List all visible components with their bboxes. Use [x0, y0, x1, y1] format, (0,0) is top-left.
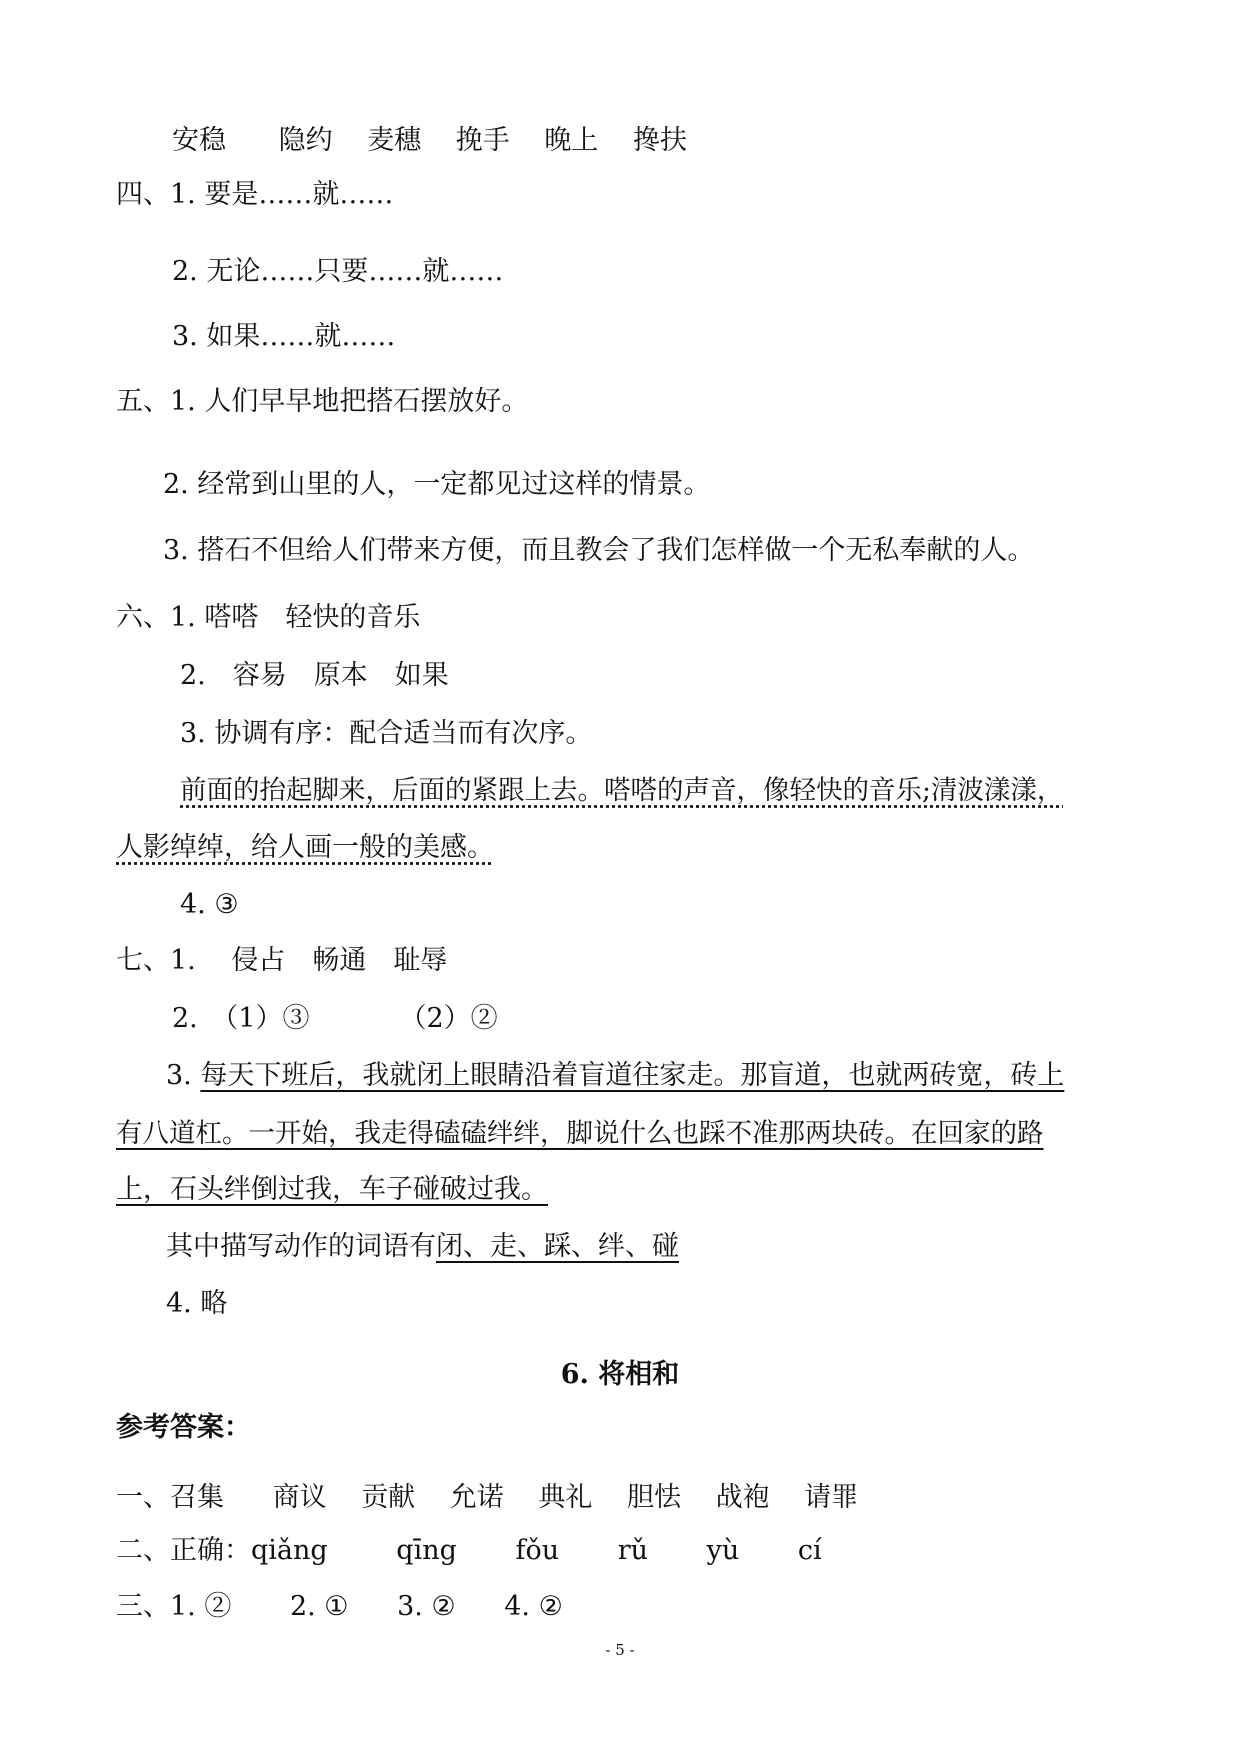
section7-item3-line2: 有八道杠。一开始，我走得磕磕绊绊，脚说什么也踩不准那两块砖。在回家的路 — [116, 1118, 1044, 1149]
answer-text: 1. 侵占 畅通 耻辱 — [170, 945, 448, 976]
word: 典礼 — [538, 1482, 593, 1513]
word: 晚上 — [544, 125, 599, 156]
answer-text: 1. 要是……就…… — [170, 179, 394, 210]
word: 贡献 — [361, 1482, 416, 1513]
word: 请罪 — [804, 1482, 859, 1513]
answer: 4. ② — [504, 1591, 563, 1622]
quote-text: 每天下班后，我就闭上眼睛沿着盲道往家走。那盲道，也就两砖宽，砖上 — [200, 1060, 1065, 1091]
section6-item3: 3. 协调有序：配合适当而有次序。 — [180, 718, 593, 749]
section-label: 四、 — [116, 179, 170, 210]
verbs-answer: 闭、走、踩、绊、碰 — [436, 1231, 679, 1262]
section4-item2: 2. 无论……只要……就…… — [172, 256, 504, 287]
lesson-title: 6. 将相和 — [560, 1359, 680, 1390]
section6-quote-line1: 前面的抬起脚来，后面的紧跟上去。嗒嗒的声音，像轻快的音乐;清波漾漾， — [180, 775, 1064, 806]
lesson6-section2 — [116, 1534, 822, 1568]
word: 麦穗 — [367, 125, 422, 156]
section7-item3-line1 — [166, 1059, 1064, 1093]
answer: 1. ② — [170, 1591, 232, 1622]
pinyin: fǒu — [515, 1535, 560, 1566]
section5-item2: 2. 经常到山里的人，一定都见过这样的情景。 — [163, 469, 711, 500]
pinyin: yù — [706, 1535, 740, 1566]
section5-item1 — [116, 385, 528, 419]
lesson6-section3 — [116, 1590, 563, 1624]
section6-quote-line2: 人影绰绰，给人画一般的美感。 — [116, 832, 494, 863]
section6-item1 — [116, 601, 420, 635]
word: 召集 — [170, 1482, 224, 1513]
word: 允诺 — [449, 1482, 504, 1513]
section-label: 二、正确： — [116, 1535, 251, 1566]
answer-text: 1. 人们早早地把搭石摆放好。 — [170, 386, 529, 417]
word: 隐约 — [278, 125, 333, 156]
answer: 3. ② — [397, 1591, 456, 1622]
pinyin: cí — [797, 1535, 822, 1566]
answer-text: 2. （1）③ — [172, 1003, 310, 1034]
page-number: - 5 - — [605, 1641, 635, 1659]
word: 战袍 — [715, 1482, 770, 1513]
word: 挽手 — [455, 125, 510, 156]
section-label: 七、 — [116, 945, 170, 976]
section6-item2: 2. 容易 原本 如果 — [180, 660, 449, 691]
section3-words — [172, 124, 687, 158]
section-label: 一、 — [116, 1482, 170, 1513]
word: 安稳 — [172, 125, 226, 156]
pinyin: qīng — [396, 1535, 457, 1566]
word: 胆怯 — [626, 1482, 681, 1513]
word: 商议 — [272, 1482, 327, 1513]
answers-heading: 参考答案： — [116, 1412, 251, 1443]
answer: 2. ① — [289, 1591, 349, 1622]
section-label: 六、 — [116, 602, 170, 633]
section6-item4: 4. ③ — [180, 889, 239, 920]
item-number: 3. — [166, 1060, 192, 1091]
verbs-prefix: 其中描写动作的词语有 — [166, 1231, 436, 1262]
word: 搀扶 — [632, 125, 687, 156]
section7-verbs — [166, 1230, 679, 1264]
section7-item3-line3: 上，石头绊倒过我，车子碰破过我。 — [116, 1174, 548, 1205]
section7-item2 — [172, 1002, 498, 1036]
section4-item3: 3. 如果……就…… — [172, 321, 396, 352]
pinyin: qiǎng — [251, 1535, 328, 1566]
section7-item4: 4. 略 — [166, 1288, 228, 1319]
section-label: 五、 — [116, 386, 170, 417]
section5-item3: 3. 搭石不但给人们带来方便，而且教会了我们怎样做一个无私奉献的人。 — [163, 535, 1035, 566]
answer-text: 1. 嗒嗒 轻快的音乐 — [170, 602, 421, 633]
answer-text: （2）② — [399, 1003, 498, 1034]
section7-item1 — [116, 944, 447, 978]
section4-item1 — [116, 178, 393, 212]
section-label: 三、 — [116, 1591, 170, 1622]
pinyin: rǔ — [617, 1535, 649, 1566]
lesson6-section1 — [116, 1481, 858, 1515]
